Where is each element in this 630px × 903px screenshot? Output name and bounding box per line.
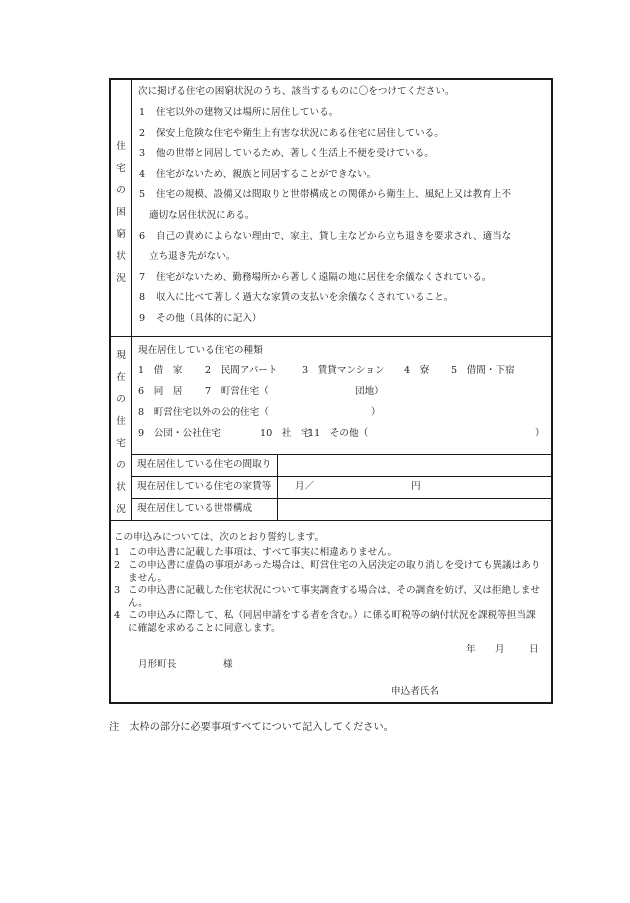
declaration-item — [114, 585, 545, 610]
subtable-rule — [131, 454, 551, 455]
declaration-item-number: 3 — [114, 585, 121, 596]
declaration-item — [114, 560, 545, 585]
hardship-item-number[interactable]: 5 — [139, 189, 146, 201]
addressee-sama: 様 — [223, 659, 233, 670]
declaration-item-number: 1 — [114, 547, 121, 558]
housing-type-option[interactable]: 3 賃貸マンション — [302, 365, 385, 376]
declaration-item — [114, 547, 545, 560]
declaration-item-text: この申込書に虚偽の事項があった場合は、町営住宅の入居決定の取り消しを受けても異議はありません。 — [128, 560, 541, 584]
housing-type-heading: 現在居住している住宅の種類 — [138, 345, 263, 356]
hardship-item-text: 他の世帯と同居しているため、著しく生活上不便を受けている。 — [156, 148, 434, 160]
date-year: 年 — [466, 644, 476, 655]
declaration-item-text: この申込みに際して、私（同居申請をする者を含む。）に係る町税等の納付状況を課税等担当課に確認を求めることに同意します。 — [128, 610, 536, 634]
housing-type-option[interactable]: 8 町営住宅以外の公的住宅（ — [138, 407, 269, 418]
hardship-item-text: 住宅がないため、勤務場所から著しく遠隔の地に居住を余儀なくされている。 — [156, 271, 492, 283]
hardship-item-number[interactable]: 2 — [139, 127, 146, 139]
housing-type-option[interactable]: 11 その他（ — [308, 428, 369, 439]
hardship-intro: 次に掲げる住宅の困窮状況のうち、該当するものに〇をつけてください。 — [138, 86, 455, 97]
declaration-intro: この申込みについては、次のとおり誓約します。 — [114, 532, 325, 543]
hardship-item-text-continued: 立ち退き先がない。 — [149, 251, 236, 263]
section-divider — [111, 336, 551, 337]
declaration-item-number: 4 — [114, 610, 121, 621]
declaration-item-number: 2 — [114, 560, 121, 571]
danchi-suffix: 団地） — [355, 386, 384, 397]
subtable-rule — [131, 498, 551, 499]
housing-type-option[interactable]: 7 町営住宅（ — [205, 386, 269, 397]
rent-label: 現在居住している住宅の家賃等 — [137, 481, 272, 492]
hardship-item-text-continued: 適切な居住状況にある。 — [149, 210, 255, 221]
subtable-rule — [131, 476, 551, 477]
hardship-item-text: 自己の責めによらない理由で、家主、貸し主などから立ち退きを要求され、適当な — [156, 230, 512, 242]
housing-type-option[interactable]: 2 民間アパート — [205, 365, 278, 376]
madori-field[interactable] — [281, 458, 549, 472]
date-month: 月 — [495, 644, 505, 655]
housing-type-option[interactable]: 10 社 宅 — [260, 428, 311, 439]
housing-type-option[interactable]: 6 同 居 — [138, 386, 183, 397]
hardship-item-text: 収入に比べて著しく過大な家賃の支払いを余儀なくされていること。 — [156, 292, 454, 304]
hardship-item-text: その他（具体的に記入） — [156, 313, 262, 324]
hardship-item-number[interactable]: 8 — [139, 292, 146, 304]
applicant-name-label: 申込者氏名 — [391, 686, 439, 697]
hardship-item-text: 住宅以外の建物又は場所に居住している。 — [156, 107, 339, 118]
household-field[interactable] — [281, 502, 549, 516]
hardship-item-text: 保安上危険な住宅や衛生上有害な状況にある住宅に居住している。 — [156, 127, 444, 139]
housing-type-option[interactable]: 1 借 家 — [138, 365, 183, 376]
declaration-item-text: この申込書に記載した住宅状況について事実調査する場合は、その調査を妨げ、又は拒絶しません。 — [128, 585, 540, 609]
date-day: 日 — [529, 644, 539, 655]
housing-type-option[interactable]: 5 借間・下宿 — [451, 365, 515, 376]
paren-close: ） — [371, 407, 381, 418]
section-label-housing-hardship: 住 宅 の 困 窮 状 況 — [116, 141, 126, 284]
hardship-item-number[interactable]: 3 — [139, 148, 146, 160]
housing-type-option[interactable]: 4 寮 — [404, 365, 430, 376]
footnote: 注 太枠の部分に必要事項すべてについて記入してください。 — [109, 722, 394, 733]
madori-label: 現在居住している住宅の間取り — [137, 459, 272, 470]
rent-yen-label: 円 — [411, 481, 421, 492]
hardship-item-number[interactable]: 9 — [139, 313, 146, 324]
paren-close: ） — [535, 428, 545, 439]
rent-month-label: 月／ — [295, 481, 315, 492]
hardship-item-number[interactable]: 6 — [139, 230, 146, 242]
subtable-divider — [277, 454, 278, 520]
application-form-frame — [109, 78, 553, 704]
housing-type-option[interactable]: 9 公団・公社住宅 — [138, 428, 221, 439]
household-label: 現在居住している世帯構成 — [137, 503, 253, 514]
section-divider — [111, 520, 551, 521]
hardship-item-number[interactable]: 7 — [139, 271, 146, 283]
hardship-item-text: 住宅の規模、設備又は間取りと世帯構成との関係から衛生上、風紀上又は教育上不 — [156, 189, 511, 201]
addressee: 月形町長 — [138, 659, 177, 670]
hardship-item-number[interactable]: 4 — [139, 168, 146, 180]
declaration-item — [114, 610, 545, 635]
declaration-item-text: この申込書に記載した事項は、すべて事実に相違ありません。 — [128, 547, 398, 558]
hardship-item-text: 住宅がないため、親族と同居することができない。 — [156, 168, 377, 180]
hardship-item-number[interactable]: 1 — [139, 107, 146, 118]
section-label-current-housing: 現 在 の 住 宅 の 状 況 — [116, 350, 126, 515]
